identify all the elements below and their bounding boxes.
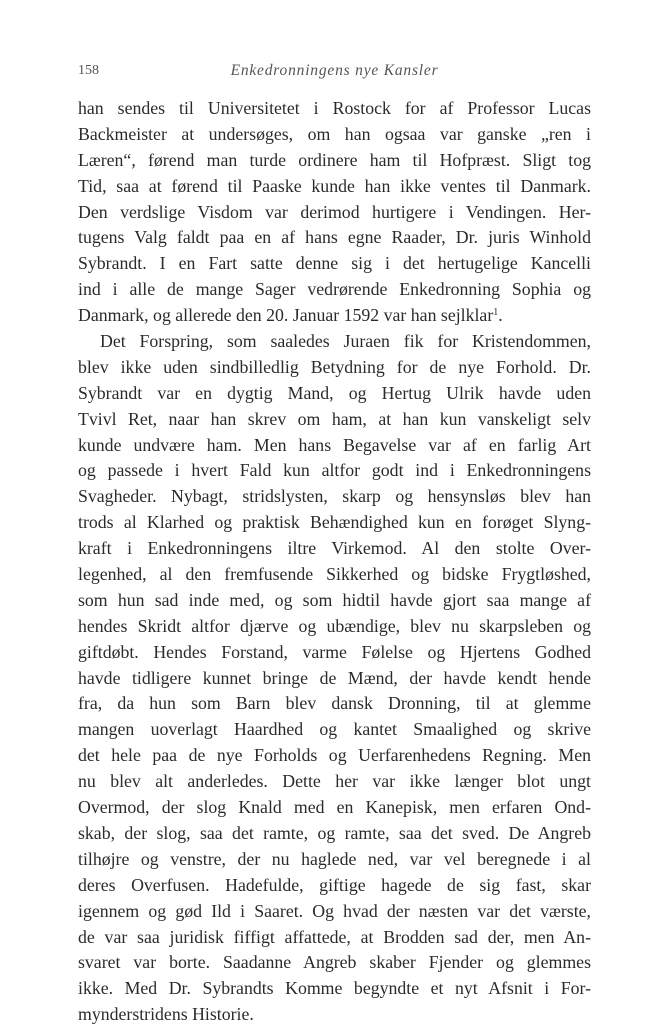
text-line: Sybrandt. I en Fart satte denne sig i det hertugelige Kancelli [78, 253, 591, 274]
paragraph-1 [78, 96, 591, 329]
text-line: blev ikke uden sindbilledlig Betydning for de nye Forhold. Dr. [78, 356, 591, 377]
text-line: deres Overfusen. Hadefulde, giftige hagede de sig fast, skar [78, 874, 591, 895]
text-line: fra, da hun som Barn blev dansk Dronning, til at glemme [78, 693, 591, 714]
text-line: Tvivl Ret, naar han skrev om ham, at han kun vanskeligt selv [78, 408, 591, 429]
text-line: kunde undvære ham. Men hans Begavelse var af en farlig Art [78, 434, 591, 455]
page-number: 158 [78, 63, 99, 78]
text-line: Den verdslige Visdom var derimod hurtigere i Vendingen. Her- [78, 201, 591, 222]
text-line: havde tidligere kunnet bringe de Mænd, der havde kendt hende [78, 667, 591, 688]
body-text [78, 96, 591, 1028]
text-line: mangen uoverlagt Haardhed og kantet Smaalighed og skrive [78, 719, 591, 740]
text-line: legenhed, al den fremfusende Sikkerhed og bidske Frygtløshed, [78, 564, 591, 585]
text-line: hendes Skridt altfor djærve og ubændige, blev nu skarpsleben og [78, 615, 591, 636]
text-line: Læren“, førend man turde ordinere ham til Hofpræst. Sligt tog [78, 149, 591, 170]
text-line: tugens Valg faldt paa en af hans egne Raader, Dr. juris Winhold [78, 227, 591, 248]
text-line: mynderstridens Historie. [78, 1004, 254, 1025]
text-line: trods al Klarhed og praktisk Behændighed kun en forøget Slyng- [78, 512, 591, 533]
paragraph-2 [78, 329, 591, 1028]
text-line: nu blev alt anderledes. Dette her var ikke længer blot ungt [78, 771, 591, 792]
end-punctuation: . [498, 305, 503, 326]
text-line: Sybrandt var en dygtig Mand, og Hertug Ulrik havde uden [78, 382, 591, 403]
text-line: Tid, saa at førend til Paaske kunde han ikke ventes til Danmark. [78, 175, 591, 196]
text-line: Backmeister at undersøges, om han ogsaa var ganske „ren i [78, 123, 591, 144]
text-line: det hele paa de nye Forholds og Uerfarenhedens Regning. Men [78, 745, 591, 766]
text-line: igennem og gød Ild i Saaret. Og hvad der næsten var det værste, [78, 900, 591, 921]
text-line: Det Forspring, som saaledes Juraen fik for Kristendommen, [100, 331, 591, 352]
running-title: Enkedronningens nye Kansler [230, 62, 439, 79]
text-line: Svagheder. Nybagt, stridslysten, skarp og hensynsløs blev han [78, 486, 591, 507]
text-line: tilhøjre og venstre, der nu haglede ned, var vel beregnede i al [78, 848, 591, 869]
text-line-with-footnote [78, 303, 591, 329]
text-line: kraft i Enkedronningens iltre Virkemod. Al den stolte Over- [78, 538, 591, 559]
text-line: de var saa juridisk fiffigt affattede, at Brodden sad der, men An- [78, 926, 591, 947]
text-line: svaret var borte. Saadanne Angreb skaber Fjender og glemmes [78, 952, 591, 973]
text-line: som hun sad inde med, og som hidtil havde gjort saa mange af [78, 589, 591, 610]
text-line: ikke. Med Dr. Sybrandts Komme begyndte et nyt Afsnit i For- [78, 978, 591, 999]
text-line: ind i alle de mange Sager vedrørende Enkedronning Sophia og [78, 279, 591, 300]
text-line: han sendes til Universitetet i Rostock for af Professor Lucas [78, 98, 591, 118]
text-line: og passede i hvert Fald kun altfor godt ind i Enkedronningens [78, 460, 591, 481]
page-header [78, 60, 591, 84]
text-line: skab, der slog, saa det ramte, og ramte, saa det sved. De Angreb [78, 822, 591, 843]
footnote-ref[interactable]: 1 [493, 307, 499, 319]
text-line: Overmod, der slog Knald med en Kanepisk, men erfaren Ond- [78, 797, 591, 818]
text-line: Danmark, og allerede den 20. Januar 1592 var han sejlklar [78, 305, 494, 326]
text-line: giftdøbt. Hendes Forstand, varme Følelse og Hjertens Godhed [78, 641, 591, 662]
